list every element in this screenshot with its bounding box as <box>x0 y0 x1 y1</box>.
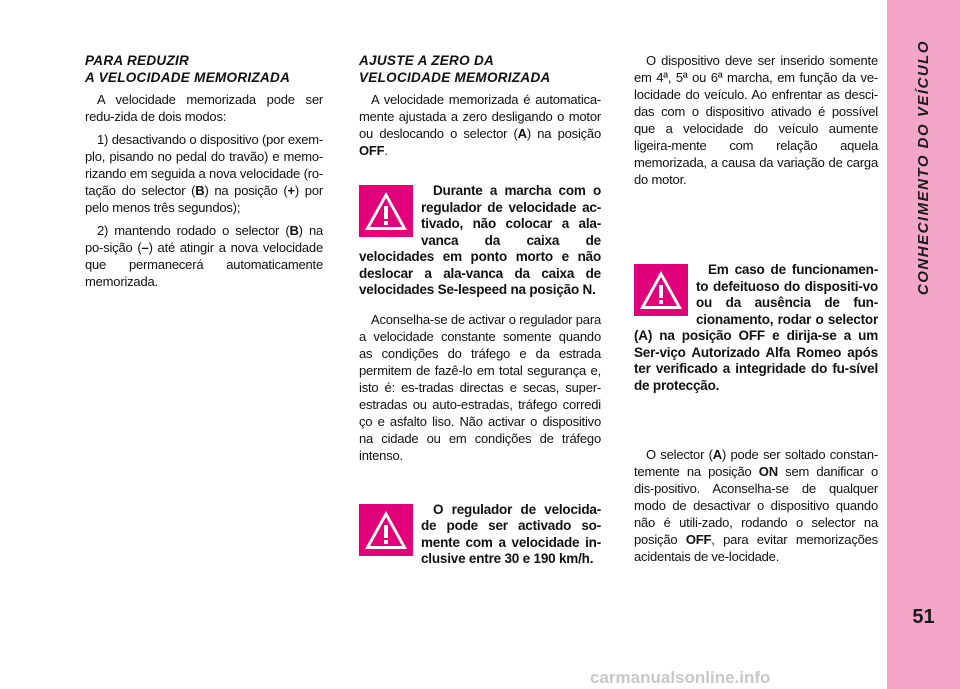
heading-line: AJUSTE A ZERO DA <box>359 53 495 68</box>
text: 2) mantendo rodado o selector ( <box>97 223 290 238</box>
warning-icon <box>359 504 413 556</box>
text-bold: A <box>517 126 527 141</box>
paragraph: O dispositivo deve ser inserido somente em 4ª, 5ª ou 6ª marcha, em função da ve-locidade do veículo. Ao enfrentar as desci-das com o dispositivo ativado é possível que a velocidade do veículo aumente ligeira-mente com relação aquela memorizada, a causa da variação de carga do motor. <box>634 53 878 187</box>
paragraph: A velocidade memorizada pode ser redu-zida de dois modos: <box>85 92 323 124</box>
text: , para evitar memorizações acidentais de ve-locidade. <box>634 532 878 564</box>
heading-line: A VELOCIDADE MEMORIZADA <box>85 70 291 85</box>
warning-block <box>359 183 601 299</box>
text: ) na posição ( <box>204 183 288 198</box>
text-bold: A <box>712 447 722 462</box>
text: ) na po-sição ( <box>85 223 324 255</box>
text-bold: OFF <box>685 532 712 547</box>
text: ) pode ser soltado constan-temente na posição <box>634 447 878 479</box>
warning-block <box>359 502 601 568</box>
text: ) até atingir a nova velocidade que permanecerá automaticamente memorizada. <box>85 240 323 289</box>
column-left <box>85 52 323 296</box>
text-bold: B <box>195 183 205 198</box>
section-heading-reduce <box>85 52 323 86</box>
column-middle <box>359 52 601 574</box>
heading-line: VELOCIDADE MEMORIZADA <box>359 70 551 85</box>
text-bold: B <box>289 223 299 238</box>
paragraph <box>359 91 601 159</box>
text: ) na posição <box>526 126 601 141</box>
section-heading-reset <box>359 52 601 86</box>
text-bold: – <box>141 240 149 255</box>
text: . <box>384 143 388 158</box>
chapter-title-text: CONHECIMENTO DO VEÍCULO <box>915 40 932 296</box>
text: A velocidade memorizada é automatica-mente ajustada a zero desligando o motor ou deslocando o selector ( <box>359 92 601 141</box>
warning-text: Em caso de funcionamen-to defeituoso do dispositi-vo ou da ausência de fun-cionamento, rodar o selector (A) na posição OFF e dirija-se a um Ser-viço Autorizado Alfa Romeo após ter verificado a integridade do fu-sível de protecção. <box>634 262 878 393</box>
text: O selector ( <box>646 447 713 462</box>
text: ) por pelo menos três segundos); <box>85 183 323 215</box>
chapter-title <box>887 40 960 560</box>
paragraph: Aconselha-se de activar o regulador para a velocidade constante somente quando as condições do tráfego e da estrada permitem de fazê-lo em total segurança e, isto é: es-tradas directas e secas, super-estradas ou auto-estradas, tráfego corredi​ço e asfalto liso. Não activar o dispositivo na cidade ou em condições de tráfego intenso. <box>359 311 601 463</box>
column-right <box>634 52 878 571</box>
text: 1) desactivando o dispositivo (por exem-plo, pisando no pedal do travão) e memo-rizando em seguida a nova velocidade (ro-tação do selector ( <box>85 132 323 198</box>
warning-icon <box>634 264 688 316</box>
chapter-side-tab <box>887 0 960 689</box>
paragraph <box>85 131 323 216</box>
warning-icon <box>359 185 413 237</box>
text-bold: OFF <box>359 143 385 158</box>
paragraph <box>85 222 323 290</box>
paragraph <box>634 446 878 565</box>
text-bold: ON <box>758 464 778 479</box>
text: sem danificar o dis-positivo. Aconselha-se de qualquer modo de desactivar o dispositivo quando não é utili-zado, rodando o selector na posição <box>634 464 878 547</box>
warning-text: Durante a marcha com o regulador de velocidade ac-tivado, não colocar a ala-vanca da caixa de velocidades em ponto morto e não deslocar a ala-vanca da caixa de velocidades Se-lespeed na posição N. <box>359 183 601 297</box>
warning-text: O regulador de velocida-de pode ser activado so-mente com a velocidade in-clusive entre 30 e 190 km/h. <box>421 501 601 566</box>
warning-block <box>634 262 878 394</box>
page-number: 51 <box>912 606 935 628</box>
text-bold: + <box>287 183 295 198</box>
watermark: carmanualsonline.info <box>590 668 771 687</box>
heading-line: PARA REDUZIR <box>85 53 190 68</box>
